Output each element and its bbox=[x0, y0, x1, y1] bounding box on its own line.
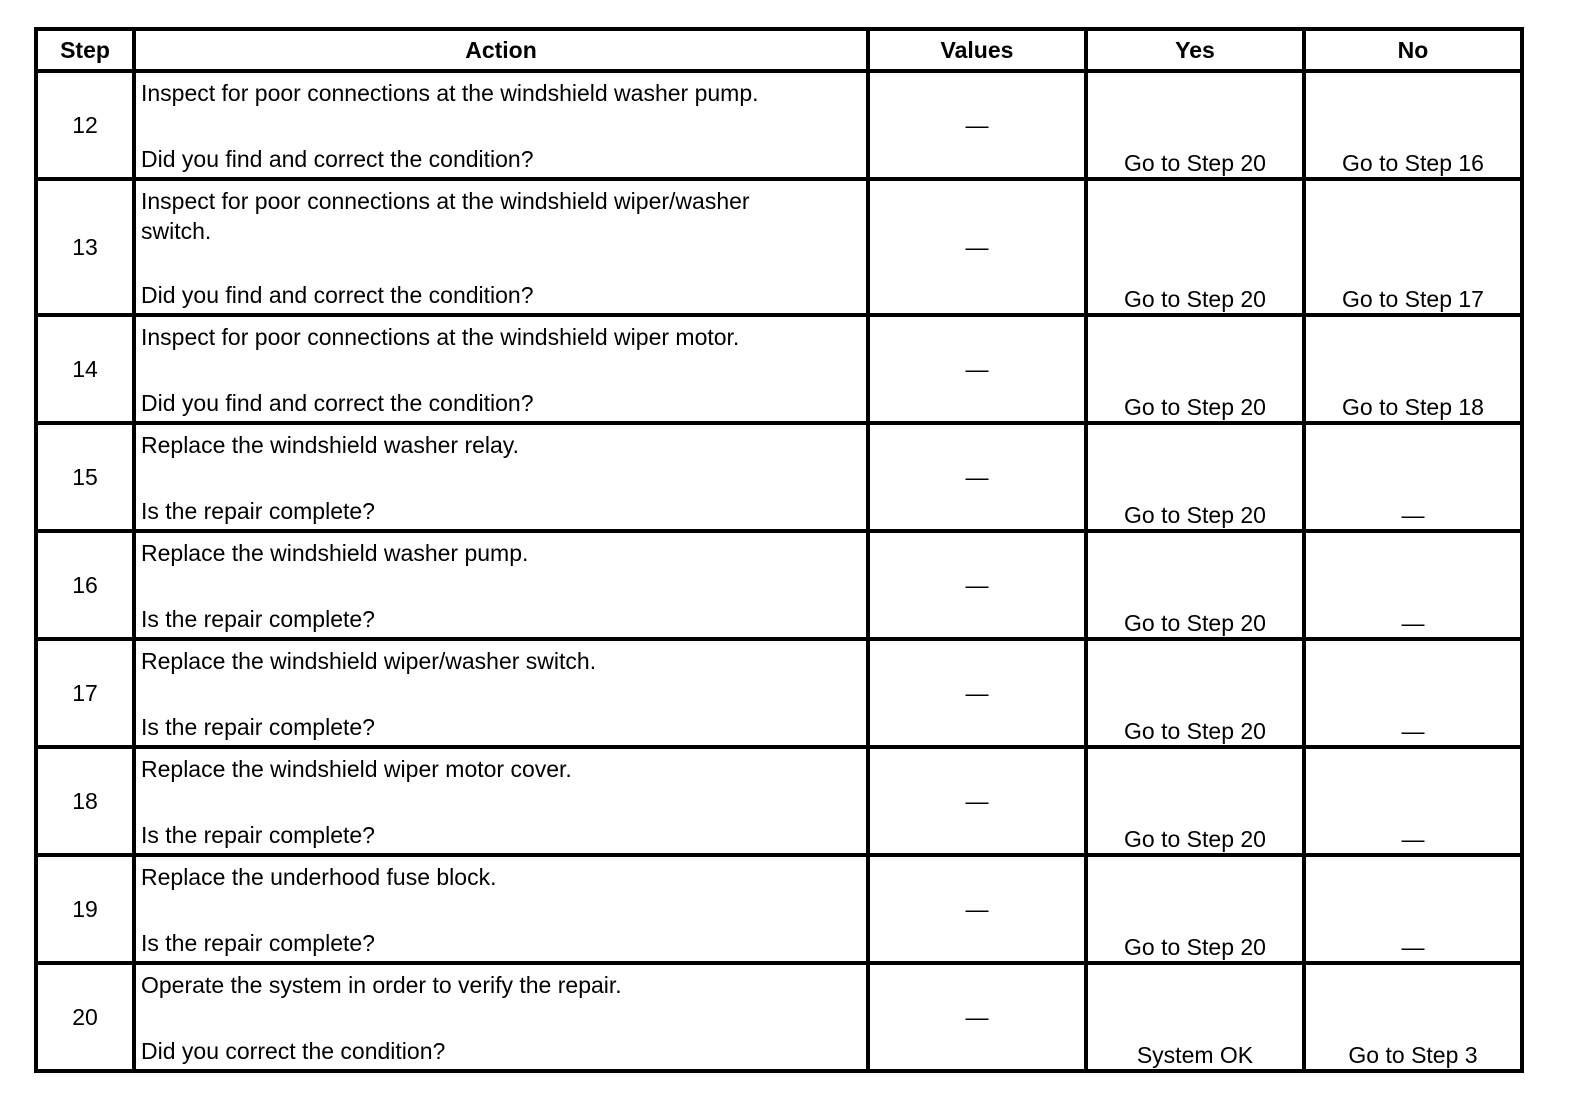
action-cell bbox=[134, 747, 868, 855]
action-question: Did you correct the condition? bbox=[141, 1038, 446, 1064]
action-question: Did you find and correct the condition? bbox=[141, 282, 534, 308]
no-cell: — bbox=[1304, 639, 1522, 747]
table-row bbox=[36, 179, 1522, 315]
action-cell bbox=[134, 855, 868, 963]
header-row bbox=[36, 29, 1522, 71]
action-instruction: Inspect for poor connections at the windshield washer pump. bbox=[141, 80, 759, 106]
no-cell: — bbox=[1304, 423, 1522, 531]
action-question: Is the repair complete? bbox=[141, 606, 375, 632]
action-instruction: Replace the windshield wiper/washer switch. bbox=[141, 648, 597, 674]
values-cell: — bbox=[868, 71, 1086, 179]
table-row bbox=[36, 315, 1522, 423]
values-cell: — bbox=[868, 639, 1086, 747]
step-number: 20 bbox=[36, 963, 134, 1071]
action-instruction: Replace the underhood fuse block. bbox=[141, 864, 497, 890]
step-header: Step bbox=[36, 29, 134, 71]
table-row bbox=[36, 639, 1522, 747]
action-instruction: Replace the windshield washer pump. bbox=[141, 540, 529, 566]
step-number: 16 bbox=[36, 531, 134, 639]
diagnostic-table bbox=[34, 27, 1524, 1073]
table-row bbox=[36, 531, 1522, 639]
table-row bbox=[36, 423, 1522, 531]
values-cell: — bbox=[868, 963, 1086, 1071]
action-cell bbox=[134, 315, 868, 423]
yes-cell: Go to Step 20 bbox=[1086, 855, 1304, 963]
step-number: 18 bbox=[36, 747, 134, 855]
action-cell bbox=[134, 179, 868, 315]
step-number: 17 bbox=[36, 639, 134, 747]
step-number: 15 bbox=[36, 423, 134, 531]
values-cell: — bbox=[868, 747, 1086, 855]
yes-cell: Go to Step 20 bbox=[1086, 747, 1304, 855]
action-question: Did you find and correct the condition? bbox=[141, 390, 534, 416]
values-cell: — bbox=[868, 531, 1086, 639]
action-question: Is the repair complete? bbox=[141, 714, 375, 740]
action-cell bbox=[134, 531, 868, 639]
action-question: Did you find and correct the condition? bbox=[141, 146, 534, 172]
action-question: Is the repair complete? bbox=[141, 822, 375, 848]
yes-header: Yes bbox=[1086, 29, 1304, 71]
table-row bbox=[36, 963, 1522, 1071]
action-instruction: Inspect for poor connections at the windshield wiper/washer switch. bbox=[141, 188, 750, 244]
values-cell: — bbox=[868, 423, 1086, 531]
values-cell: — bbox=[868, 179, 1086, 315]
no-cell: — bbox=[1304, 855, 1522, 963]
action-instruction: Inspect for poor connections at the windshield wiper motor. bbox=[141, 324, 740, 350]
action-cell bbox=[134, 71, 868, 179]
no-cell: — bbox=[1304, 747, 1522, 855]
yes-cell: Go to Step 20 bbox=[1086, 423, 1304, 531]
action-cell bbox=[134, 423, 868, 531]
action-instruction: Operate the system in order to verify the repair. bbox=[141, 972, 622, 998]
yes-cell: Go to Step 20 bbox=[1086, 71, 1304, 179]
yes-cell: Go to Step 20 bbox=[1086, 179, 1304, 315]
no-cell: — bbox=[1304, 531, 1522, 639]
step-number: 19 bbox=[36, 855, 134, 963]
action-instruction: Replace the windshield wiper motor cover. bbox=[141, 756, 572, 782]
values-cell: — bbox=[868, 855, 1086, 963]
values-header: Values bbox=[868, 29, 1086, 71]
step-number: 12 bbox=[36, 71, 134, 179]
no-cell: Go to Step 3 bbox=[1304, 963, 1522, 1071]
table-row bbox=[36, 71, 1522, 179]
no-cell: Go to Step 17 bbox=[1304, 179, 1522, 315]
table-row bbox=[36, 855, 1522, 963]
yes-cell: Go to Step 20 bbox=[1086, 531, 1304, 639]
yes-cell: System OK bbox=[1086, 963, 1304, 1071]
action-cell bbox=[134, 963, 868, 1071]
action-instruction: Replace the windshield washer relay. bbox=[141, 432, 519, 458]
action-header: Action bbox=[134, 29, 868, 71]
values-cell: — bbox=[868, 315, 1086, 423]
no-cell: Go to Step 18 bbox=[1304, 315, 1522, 423]
yes-cell: Go to Step 20 bbox=[1086, 315, 1304, 423]
action-question: Is the repair complete? bbox=[141, 930, 375, 956]
table-row bbox=[36, 747, 1522, 855]
no-header: No bbox=[1304, 29, 1522, 71]
action-cell bbox=[134, 639, 868, 747]
no-cell: Go to Step 16 bbox=[1304, 71, 1522, 179]
yes-cell: Go to Step 20 bbox=[1086, 639, 1304, 747]
step-number: 14 bbox=[36, 315, 134, 423]
action-question: Is the repair complete? bbox=[141, 498, 375, 524]
step-number: 13 bbox=[36, 179, 134, 315]
